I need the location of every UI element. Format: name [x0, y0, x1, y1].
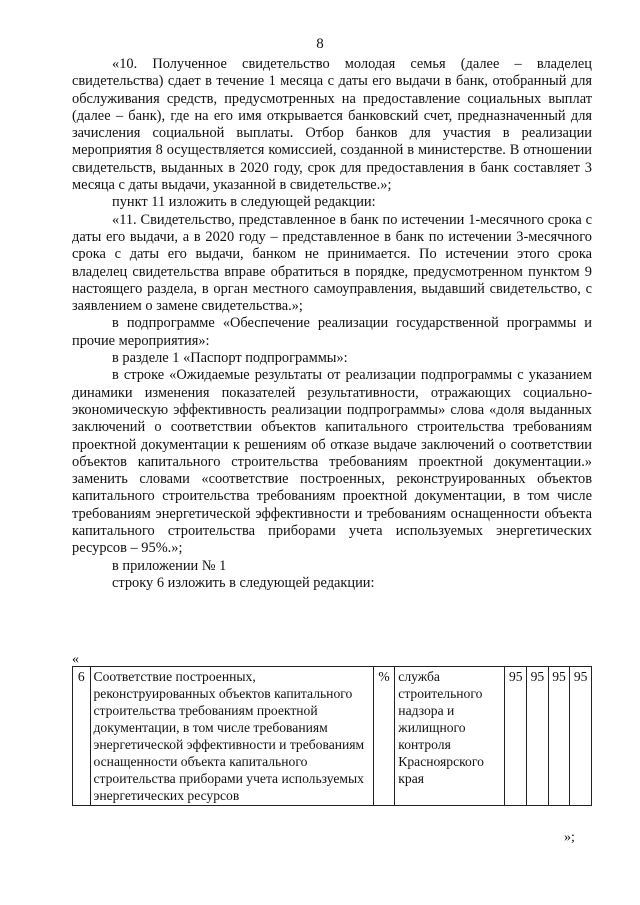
quote-close: »;: [564, 830, 575, 845]
page-number: 8: [316, 36, 324, 52]
paragraph-section-1: в разделе 1 «Паспорт подпрограммы»:: [112, 350, 348, 367]
row-number-cell: 6: [73, 667, 91, 806]
paragraph-row6-intro: строку 6 изложить в следующей редакции:: [112, 574, 375, 591]
row-description-cell: Соответствие построенных, реконструированных объектов капитального строительства требованиям проектной документации, в том числе требованиям энергетической эффективности и требованиям оснащенности объекта капитального строительства приборами учета используемых энергетических ресурсов: [90, 667, 373, 806]
row-unit-cell: %: [373, 667, 395, 806]
row-value-cell: 95: [548, 667, 570, 806]
document-body: [72, 56, 592, 592]
table-row: [73, 667, 592, 806]
row-responsible-cell: служба строительного надзора и жилищного контроля Красноярского края: [395, 667, 505, 806]
paragraph-subprogram: в подпрограмме «Обеспечение реализации государственной программы и прочие мероприятия»:: [72, 315, 592, 349]
quote-open: «: [72, 652, 79, 667]
indicator-table: [72, 666, 592, 806]
paragraph-expected-results: в строке «Ожидаемые результаты от реализации подпрограммы с указанием динамики изменения показателей результативности, отражающих социально-экономическую эффективность реализации подпрограммы» слова «доля выданных заключений о соответствии объектов капитального строительства требованиям проектной документации к решениям об отказе выдаче заключений о соответствии объектов капитального строительства требованиям проектной документации.» заменить словами «соответствие построенных, реконструированных объектов капитального строительства требованиям проектной документации, в том числе требованиям энергетической эффективности и требованиям оснащенности объекта капитального строительства приборами учета используемых энергетических ресурсов – 95%.»;: [72, 367, 592, 557]
row-value-cell: 95: [505, 667, 527, 806]
paragraph-appendix: в приложении № 1: [112, 557, 227, 574]
paragraph-item-10: «10. Полученное свидетельство молодая семья (далее – владелец свидетельства) сдает в течение 1 месяца с даты его выдачи в банк, отобранный для обслуживания средств, предусмотренных на предоставление социальных выплат (далее – банк), где на его имя открывается банковский счет, предназначенный для зачисления социальной выплаты. Отбор банков для участия в реализации мероприятия 8 осуществляется комиссией, созданной в министерстве. В отношении свидетельств, выданных в 2020 году, срок для предоставления в банк составляет 3 месяца с даты выдачи, указанной в свидетельстве.»;: [72, 56, 592, 194]
row-value-cell: 95: [527, 667, 549, 806]
paragraph-item-11-intro: пункт 11 изложить в следующей редакции:: [112, 194, 376, 211]
paragraph-item-11: «11. Свидетельство, представленное в банк по истечении 1-месячного срока с даты его выдачи, а в 2020 году – представленное в банк по истечении 3-месячного срока с даты его выдачи, банком не принимается. По истечении этого срока владелец свидетельства вправе обратиться в порядке, предусмотренном пунктом 9 настоящего раздела, в орган местного самоуправления, выдавший свидетельство, с заявлением о замене свидетельства.»;: [72, 211, 592, 315]
row-value-cell: 95: [570, 667, 592, 806]
